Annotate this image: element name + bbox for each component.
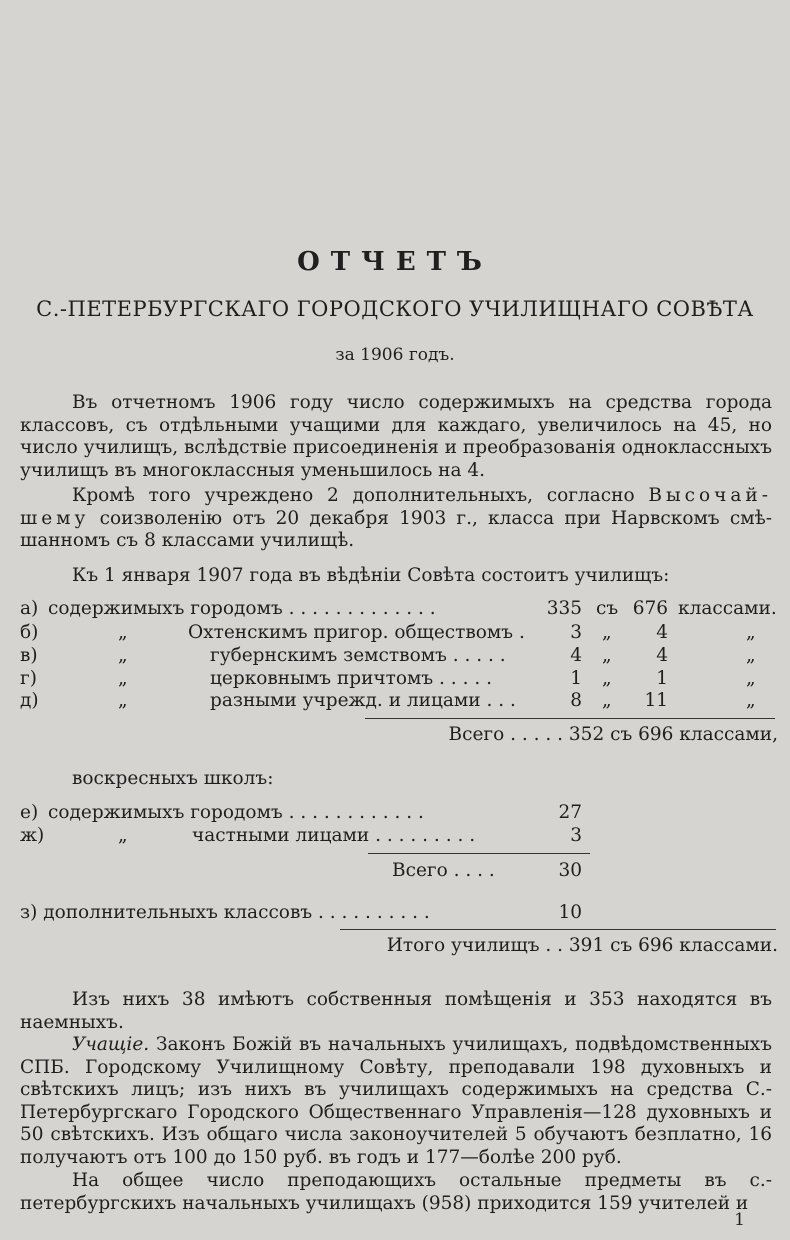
row-letter: ж) <box>20 825 45 846</box>
row-label: содержимыхъ городомъ . . . . . . . . . . . . . <box>48 598 436 619</box>
row-label: з) дополнительныхъ классовъ . . . . . . . . . . <box>20 902 430 923</box>
grand-total: Итого училищъ . . 391 съ 696 классами. <box>386 935 778 956</box>
ditto-mark: „ <box>118 645 128 666</box>
row-sep: „ <box>602 668 612 689</box>
row-letter: в) <box>20 645 38 666</box>
ditto-mark: „ <box>118 622 128 643</box>
row-count: 335 <box>546 598 582 619</box>
row-unit: „ <box>746 622 756 643</box>
row-label: Охтенскимъ пригор. обществомъ . <box>188 622 525 643</box>
row-sep: съ <box>596 598 619 619</box>
row-count: 27 <box>558 802 582 823</box>
row-classes: 11 <box>644 690 668 711</box>
row-sep: „ <box>602 645 612 666</box>
row-count: 10 <box>558 902 582 923</box>
row-classes: 4 <box>656 645 668 666</box>
row-sep: „ <box>602 690 612 711</box>
emphasis-text: шему <box>20 507 90 529</box>
ditto-mark: „ <box>118 690 128 711</box>
intro-text: соизволенію отъ 20 декабря 1903 г., класса при Нарвскомъ смѣ- <box>99 507 772 529</box>
divider <box>368 853 590 854</box>
row-count: 8 <box>570 690 582 711</box>
teachers-text: Законъ Божій въ начальныхъ училищахъ, подвѣдомственныхъ СПБ. Городскому Училищному Совѣту, преподавали 198 духовныхъ и свѣтскихъ лицъ; изъ нихъ въ училищахъ содержимыхъ на средства С.-Петербургскаго Городского Общественнаго Управленія—128 духовныхъ и 50 свѣтскихъ. Изъ общаго числа законоучителей 5 обучаютъ безплатно, 16 получаютъ отъ 100 до 150 руб. въ годъ и 177—болѣе 200 руб. <box>20 1034 772 1168</box>
divider <box>365 718 775 719</box>
report-year: за 1906 годъ. <box>335 345 455 365</box>
row-unit: „ <box>746 668 756 689</box>
report-title: ОТЧЕТЪ <box>297 247 493 277</box>
row-letter: д) <box>20 690 39 711</box>
divider <box>340 929 776 930</box>
row-unit: „ <box>746 690 756 711</box>
row-count: 4 <box>570 645 582 666</box>
intro-text: Кромѣ того учреждено 2 дополнительныхъ, согласно <box>72 485 635 506</box>
schools-total: Всего . . . . . 352 съ 696 классами, <box>448 724 778 745</box>
sunday-heading: воскресныхъ школъ: <box>72 768 274 789</box>
section-label: Учащіе. <box>72 1034 150 1055</box>
intro-text: шанномъ съ 8 классами училищѣ. <box>20 530 355 551</box>
total-label: Всего . . . . <box>392 860 495 881</box>
row-count: 3 <box>570 825 582 846</box>
row-unit: „ <box>746 645 756 666</box>
row-count: 3 <box>570 622 582 643</box>
report-subtitle: С.-ПЕТЕРБУРГСКАГО ГОРОДСКОГО УЧИЛИЩНАГО СОВѢТА <box>36 297 754 321</box>
row-letter: г) <box>20 668 37 689</box>
row-label: церковнымъ причтомъ . . . . . <box>210 668 492 689</box>
row-label: губернскимъ земствомъ . . . . . <box>210 645 506 666</box>
row-letter: а) <box>20 598 39 619</box>
row-classes: 1 <box>656 668 668 689</box>
row-letter: б) <box>20 622 39 643</box>
row-label: содержимыхъ городомъ . . . . . . . . . . . . <box>48 802 424 823</box>
row-classes: 676 <box>632 598 668 619</box>
row-label: частными лицами . . . . . . . . . <box>192 825 476 846</box>
premises-paragraph: Изъ нихъ 38 имѣютъ собственныя помѣщенія и 353 находятся въ наемныхъ. <box>20 989 772 1033</box>
ditto-mark: „ <box>118 668 128 689</box>
row-unit: классами. <box>678 598 777 619</box>
row-letter: е) <box>20 802 39 823</box>
subjects-paragraph: На общее число преподающихъ остальные предметы въ с.-петербургскихъ начальныхъ училищахъ (958) приходится 159 учителей и <box>20 1170 772 1214</box>
row-sep: „ <box>602 622 612 643</box>
emphasis-text: Высочай- <box>648 485 773 506</box>
row-classes: 4 <box>656 622 668 643</box>
total-value: 30 <box>558 860 582 881</box>
teachers-paragraph <box>20 1034 772 1169</box>
row-count: 1 <box>570 668 582 689</box>
ditto-mark: „ <box>118 825 128 846</box>
intro-paragraph-2 <box>20 485 772 553</box>
schools-heading: Къ 1 января 1907 года въ вѣдѣніи Совѣта состоитъ училищъ: <box>72 565 670 586</box>
intro-paragraph: Въ отчетномъ 1906 году число содержимыхъ на средства города классовъ, съ отдѣльными учащими для каждаго, увеличилось на 45, но число училищъ, вслѣдствіе присоединенія и преобразованія одноклассныхъ училищъ въ многоклассныя уменьшилось на 4. <box>20 392 772 481</box>
row-label: разными учрежд. и лицами . . . <box>210 690 516 711</box>
page-number: 1 <box>734 1210 745 1230</box>
